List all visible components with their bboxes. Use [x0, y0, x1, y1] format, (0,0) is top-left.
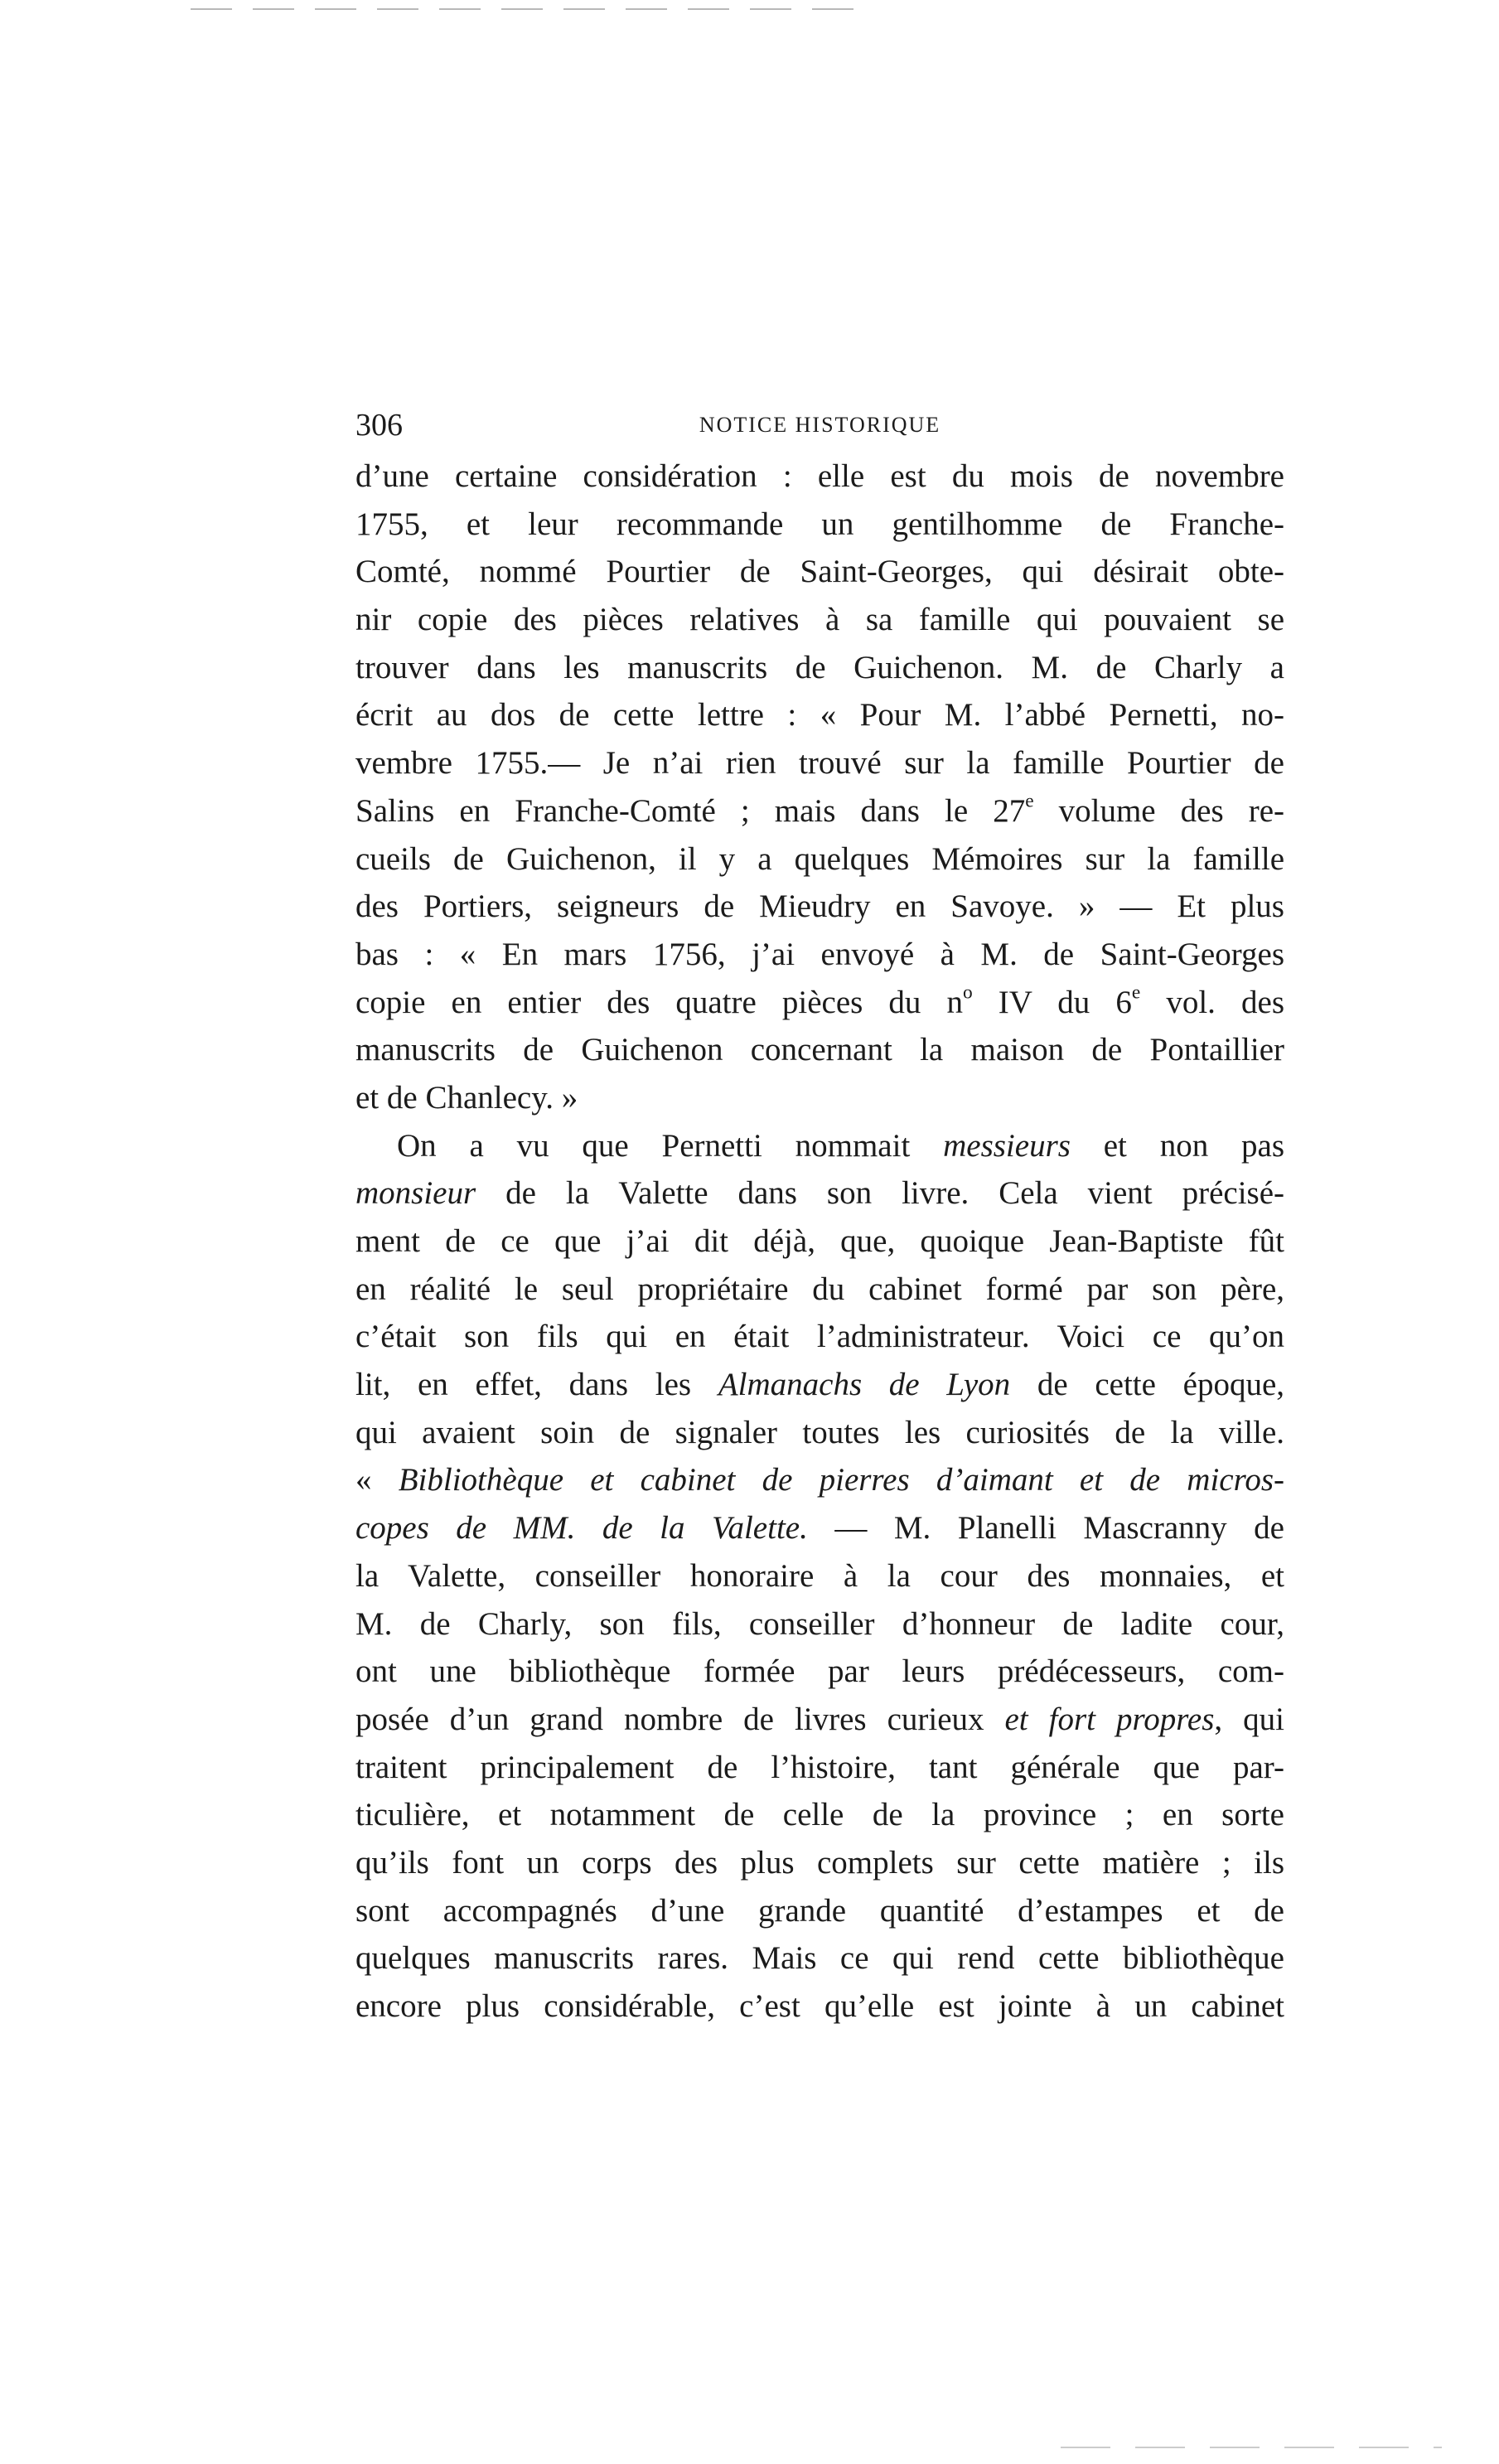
text-run: vol. des: [1140, 984, 1284, 1020]
text-line: [355, 1456, 1284, 1504]
text-run: en réalité le seul propriétaire du cabinet formé par son père,: [355, 1271, 1284, 1307]
text-line: [355, 1313, 1284, 1361]
text-run: des Portiers, seigneurs de Mieudry en Savoye. » — Et plus: [355, 888, 1284, 925]
italic-text: et fort propres: [1004, 1701, 1215, 1737]
text-run: de la Valette dans son livre. Cela vient précisé-: [476, 1175, 1284, 1212]
scan-edge-mark-bottom: [1061, 2447, 1442, 2448]
text-run: M. de Charly, son fils, conseiller d’honneur de ladite cour,: [355, 1605, 1284, 1642]
text-line: [355, 1266, 1284, 1314]
text-run: d’une certaine considération : elle est du mois de novembre: [355, 458, 1284, 494]
text-line: [355, 787, 1284, 835]
text-run: c’était son fils qui en était l’administrateur. Voici ce qu’on: [355, 1319, 1284, 1355]
text-line: [355, 1648, 1284, 1696]
text-line: [355, 1504, 1284, 1552]
text-line: [355, 644, 1284, 692]
text-run: — M. Planelli Mascranny de: [807, 1510, 1284, 1547]
scan-edge-mark-top: [191, 8, 853, 10]
text-run: sont accompagnés d’une grande quantité d’estampes et de: [355, 1892, 1284, 1929]
text-line: [355, 1074, 1284, 1122]
text-line: [355, 739, 1284, 787]
running-head: NOTICE HISTORIQUE: [699, 413, 941, 437]
text-line: [355, 1934, 1284, 1982]
italic-text: messieurs: [943, 1127, 1071, 1164]
text-run: IV du 6: [972, 984, 1132, 1020]
text-run: ont une bibliothèque formée par leurs prédécesseurs, com-: [355, 1653, 1284, 1690]
body-text: [355, 453, 1284, 2031]
text-line: [355, 1169, 1284, 1217]
text-line: [355, 596, 1284, 644]
text-line: [355, 501, 1284, 549]
page-header: [355, 400, 1284, 450]
paragraph-first-line: [355, 1122, 1284, 1170]
text-run: lit, en effet, dans les: [355, 1367, 718, 1403]
text-run: volume des re-: [1033, 792, 1284, 829]
text-run: la Valette, conseiller honoraire à la cour des monnaies, et: [355, 1557, 1284, 1594]
italic-text: Bibliothèque et cabinet de pierres d’aimant et de micros-: [398, 1462, 1284, 1498]
text-line: [355, 1982, 1284, 2031]
text-line: [355, 1791, 1284, 1839]
text-run: quelques manuscrits rares. Mais ce qui rend cette bibliothèque: [355, 1940, 1284, 1977]
superscript: e: [1131, 981, 1141, 1004]
text-run: posée d’un grand nombre de livres curieux: [355, 1701, 1005, 1737]
text-run: qui avaient soin de signaler toutes les curiosités de la ville.: [355, 1414, 1284, 1450]
text-run: qu’ils font un corps des plus complets sur cette matière ; ils: [355, 1844, 1284, 1881]
text-run: , qui: [1214, 1701, 1284, 1737]
text-line: [355, 1552, 1284, 1600]
text-run: ticulière, et notamment de celle de la province ; en sorte: [355, 1797, 1284, 1833]
text-line: [355, 1409, 1284, 1457]
text-line: [355, 1217, 1284, 1266]
text-run: vembre 1755.— Je n’ai rien trouvé sur la famille Pourtier de: [355, 745, 1284, 782]
text-run: bas : « En mars 1756, j’ai envoyé à M. de Saint-Georges: [355, 936, 1284, 972]
text-line: [355, 1696, 1284, 1744]
text-run: de cette époque,: [1010, 1367, 1284, 1403]
text-line: [355, 691, 1284, 739]
text-run: écrit au dos de cette lettre : « Pour M. l’abbé Pernetti, no-: [355, 697, 1284, 733]
text-line: [355, 1887, 1284, 1935]
text-run: encore plus considérable, c’est qu’elle est jointe à un cabinet: [355, 1988, 1284, 2024]
text-run: Comté, nommé Pourtier de Saint-Georges, qui désirait obte-: [355, 554, 1284, 590]
text-line: [355, 1744, 1284, 1792]
text-line: [355, 1600, 1284, 1648]
text-line: [355, 1361, 1284, 1409]
text-run: «: [355, 1462, 399, 1498]
text-line: [355, 931, 1284, 979]
text-line: [355, 1026, 1284, 1074]
superscript: o: [962, 981, 973, 1004]
text-line: [355, 453, 1284, 501]
text-line: [355, 1839, 1284, 1887]
text-run: copie en entier des quatre pièces du n: [355, 984, 963, 1020]
text-run: ment de ce que j’ai dit déjà, que, quoique Jean-Baptiste fût: [355, 1223, 1284, 1259]
text-run: On a vu que Pernetti nommait: [397, 1127, 944, 1164]
text-run: manuscrits de Guichenon concernant la maison de Pontaillier: [355, 1032, 1284, 1068]
text-run: trouver dans les manuscrits de Guichenon. M. de Charly a: [355, 649, 1284, 685]
italic-text: monsieur: [355, 1175, 476, 1212]
text-run: et de Chanlecy. »: [355, 1079, 578, 1116]
superscript: e: [1025, 790, 1034, 812]
text-run: nir copie des pièces relatives à sa famille qui pouvaient se: [355, 602, 1284, 638]
italic-text: Almanachs de Lyon: [718, 1367, 1011, 1403]
text-run: et non pas: [1070, 1127, 1284, 1164]
text-run: 1755, et leur recommande un gentilhomme de Franche-: [355, 506, 1284, 542]
text-line: [355, 835, 1284, 883]
page-number: 306: [355, 408, 403, 443]
text-run: traitent principalement de l’histoire, tant générale que par-: [355, 1749, 1284, 1785]
italic-text: copes de MM. de la Valette.: [355, 1510, 808, 1547]
text-line: [355, 883, 1284, 931]
text-line: [355, 548, 1284, 596]
text-run: Salins en Franche-Comté ; mais dans le 27: [355, 792, 1026, 829]
text-run: cueils de Guichenon, il y a quelques Mémoires sur la famille: [355, 840, 1284, 877]
text-line: [355, 979, 1284, 1027]
